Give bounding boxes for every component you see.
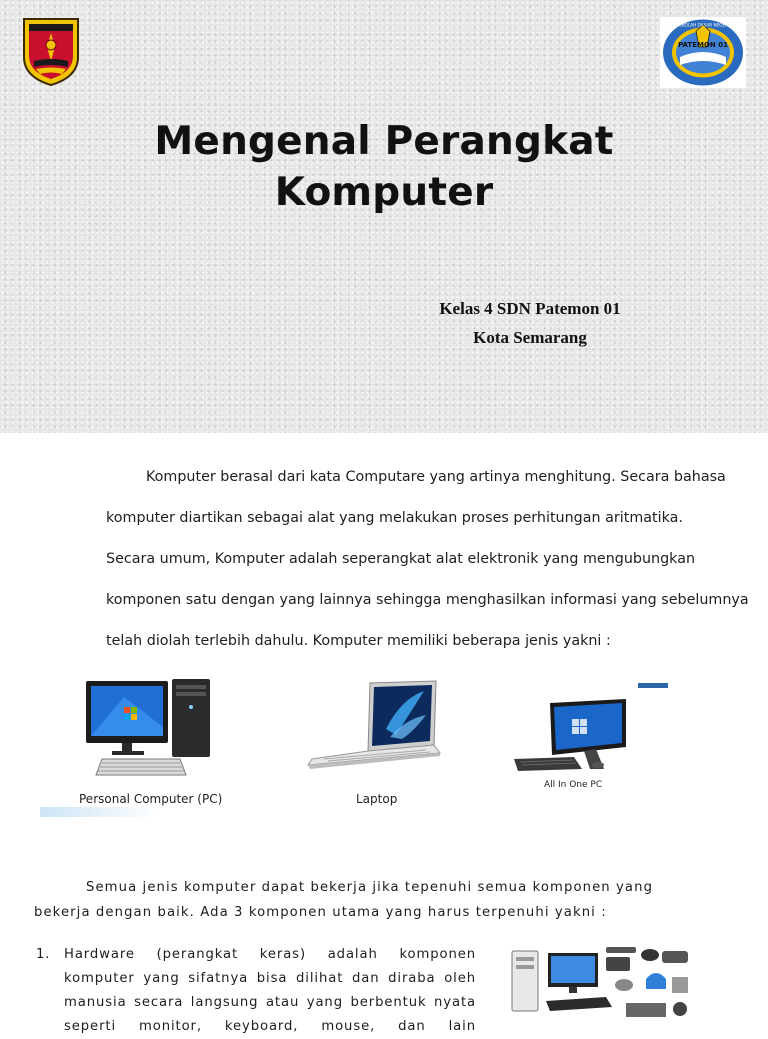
content-slide: [0, 433, 768, 1034]
title-line-1: Mengenal Perangkat: [154, 119, 614, 164]
all-in-one-pc-icon: [512, 699, 630, 775]
school-logo-ring-text: SEKOLAH DASAR NEGERI: [676, 22, 730, 28]
school-logo-icon: [660, 17, 746, 88]
list-item-line: seperti monitor, keyboard, mouse, dan lain: [64, 1019, 476, 1034]
title-line-2: Komputer: [274, 170, 494, 215]
paragraph-line: bekerja dengan baik. Ada 3 komponen utama yang harus terpenuhi yakni :: [34, 905, 607, 920]
subtitle-class: Kelas 4 SDN Patemon 01: [439, 299, 621, 318]
paragraph-line: komponen satu dengan yang lainnya sehingga menghasilkan informasi yang sebelumnya: [106, 592, 749, 608]
hardware-collage-icon: [496, 941, 696, 1024]
components-list: [36, 943, 476, 1039]
decorative-stripe: [638, 683, 668, 688]
computer-types-gallery: [40, 669, 668, 829]
subtitle-city: Kota Semarang: [473, 328, 587, 347]
page-title: [0, 116, 768, 218]
intro-paragraph: [106, 457, 749, 662]
laptop-icon: [306, 679, 442, 777]
list-number: 1.: [36, 947, 51, 962]
desktop-pc-icon: [84, 677, 216, 783]
list-text: Hardware (perangkat keras) adalah komponen: [64, 947, 476, 962]
school-logo-label: PATEMON 01: [678, 41, 728, 49]
list-item-line: [36, 943, 476, 967]
paragraph-line: komputer diartikan sebagai alat yang melakukan proses perhitungan aritmatika.: [106, 510, 683, 526]
paragraph-line: Komputer berasal dari kata Computare yang artinya menghitung. Secara bahasa: [146, 469, 726, 485]
list-item-line: manusia secara langsung atau yang berbentuk nyata: [64, 995, 476, 1010]
paragraph-line: telah diolah terlebih dahulu. Komputer memiliki beberapa jenis yakni :: [106, 633, 611, 649]
subtitle: [380, 294, 680, 352]
decorative-stripe: [40, 807, 160, 817]
laptop-caption: Laptop: [356, 792, 398, 806]
list-item-line: komputer yang sifatnya bisa dilihat dan diraba oleh: [64, 971, 476, 986]
paragraph-line: Secara umum, Komputer adalah seperangkat alat elektronik yang mengubungkan: [106, 551, 696, 567]
paragraph-line: Semua jenis komputer dapat bekerja jika tepenuhi semua komponen yang: [86, 880, 654, 895]
all-in-one-caption: All In One PC: [544, 780, 603, 790]
components-paragraph: [34, 875, 700, 925]
pc-caption: Personal Computer (PC): [79, 792, 223, 806]
city-emblem-icon: [22, 17, 80, 87]
title-slide: [0, 0, 768, 433]
